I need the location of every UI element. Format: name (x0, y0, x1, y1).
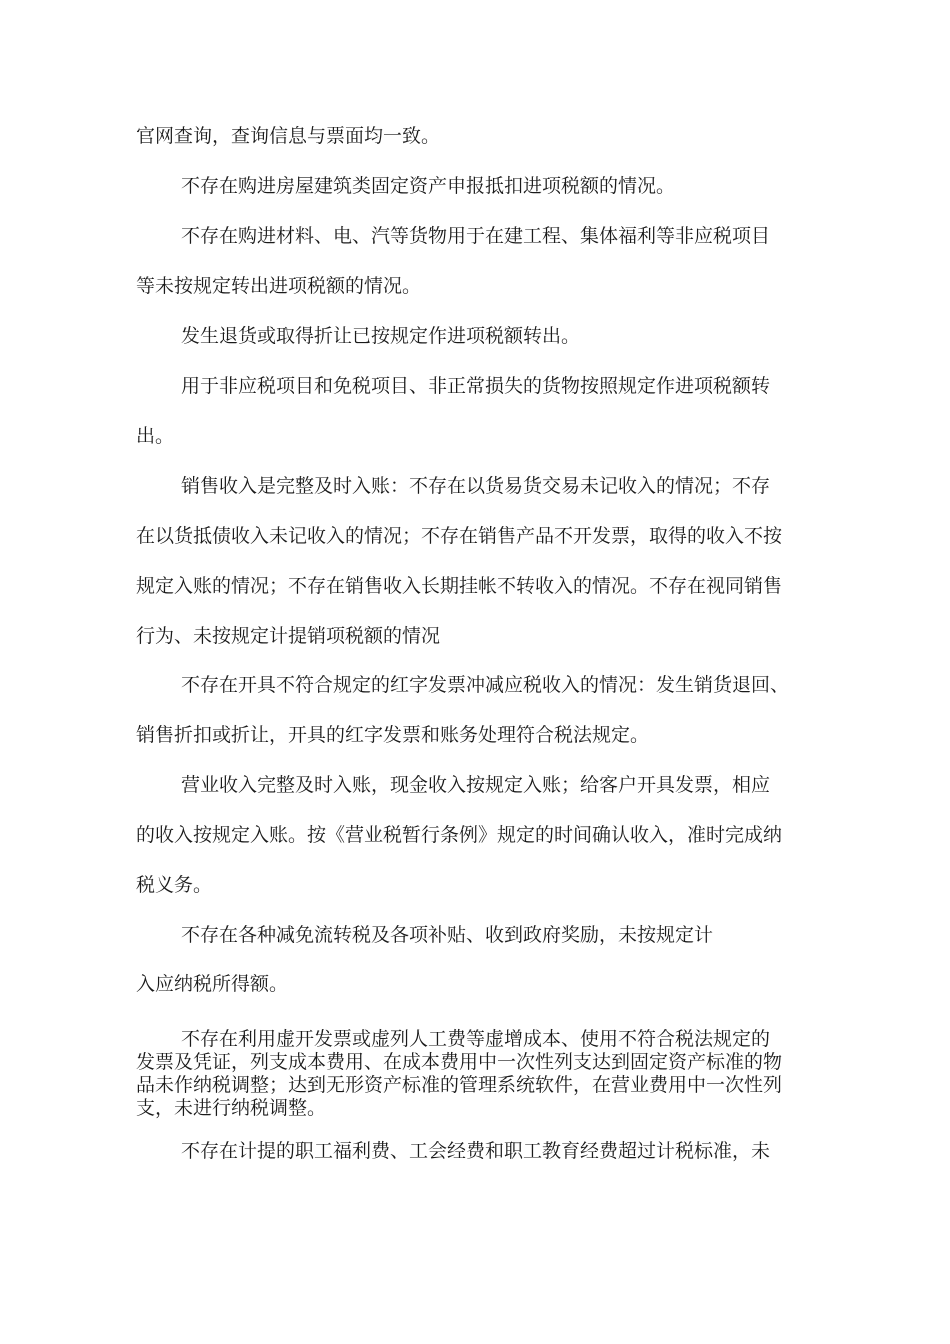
text-line: 在以货抵债收入未记收入的情况；不存在销售产品不开发票，取得的收入不按 (136, 525, 783, 547)
text-line: 的收入按规定入账。按《营业税暂行条例》规定的时间确认收入，准时完成纳 (136, 824, 783, 846)
text-line: 不存在利用虚开发票或虚列人工费等虚增成本、使用不符合税法规定的 (181, 1028, 771, 1050)
text-line: 不存在各种减免流转税及各项补贴、收到政府奖励，未按规定计 (181, 924, 714, 946)
text-line: 不存在购进房屋建筑类固定资产申报抵扣进项税额的情况。 (181, 175, 676, 197)
text-line: 行为、未按规定计提销项税额的情况 (136, 625, 441, 647)
text-line: 等未按规定转出进项税额的情况。 (136, 275, 422, 297)
text-line: 支，未进行纳税调整。 (136, 1097, 327, 1119)
text-line: 销售收入是完整及时入账：不存在以货易货交易未记收入的情况；不存 (181, 475, 771, 497)
text-line: 不存在开具不符合规定的红字发票冲减应税收入的情况：发生销货退回、 (181, 674, 790, 696)
text-line: 不存在计提的职工福利费、工会经费和职工教育经费超过计税标准，未 (181, 1140, 771, 1162)
text-line: 税义务。 (136, 874, 213, 896)
text-line: 营业收入完整及时入账，现金收入按规定入账；给客户开具发票，相应 (181, 774, 771, 796)
text-line: 发票及凭证，列支成本费用、在成本费用中一次性列支达到固定资产标准的物 (136, 1051, 783, 1073)
text-line: 不存在购进材料、电、汽等货物用于在建工程、集体福利等非应税项目 (181, 225, 771, 247)
text-line: 规定入账的情况；不存在销售收入长期挂帐不转收入的情况。不存在视同销售 (136, 575, 783, 597)
text-line: 出。 (136, 425, 175, 447)
text-line: 品未作纳税调整；达到无形资产标准的管理系统软件，在营业费用中一次性列 (136, 1074, 783, 1096)
text-line: 入应纳税所得额。 (136, 973, 289, 995)
text-line: 发生退货或取得折让已按规定作进项税额转出。 (181, 325, 581, 347)
text-line: 用于非应税项目和免税项目、非正常损失的货物按照规定作进项税额转 (181, 375, 771, 397)
text-line: 官网查询，查询信息与票面均一致。 (136, 125, 441, 147)
text-line: 销售折扣或折让，开具的红字发票和账务处理符合税法规定。 (136, 724, 650, 746)
